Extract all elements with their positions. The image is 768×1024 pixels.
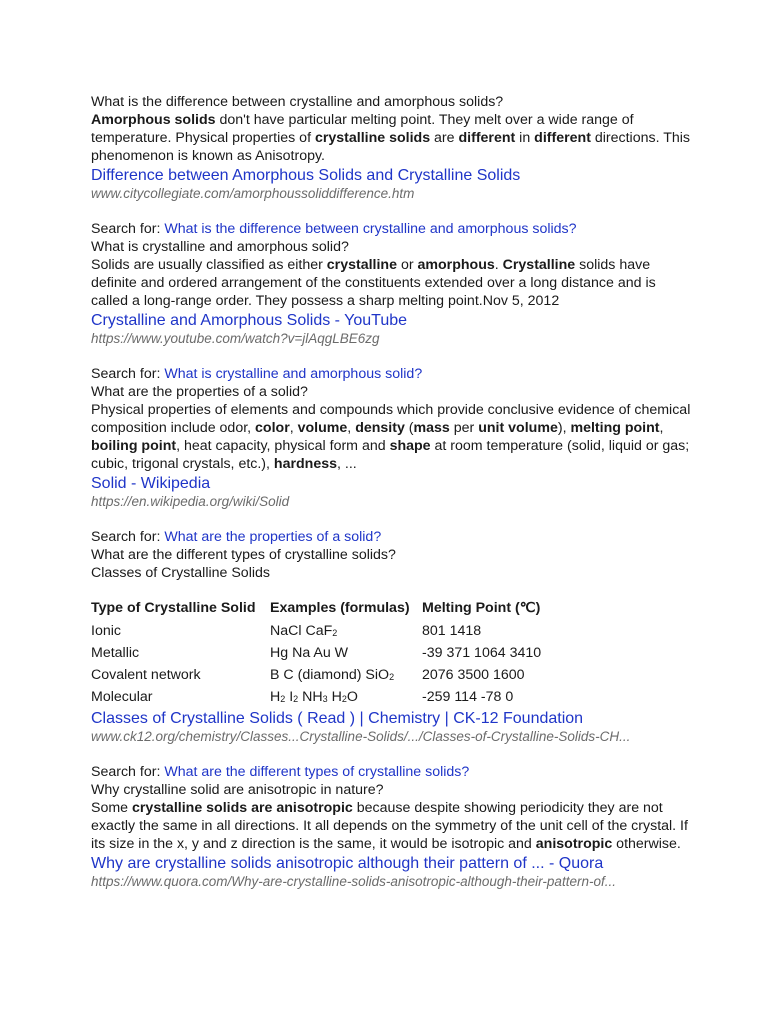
column-header: Type of Crystalline Solid (91, 600, 256, 616)
result-link[interactable]: Crystalline and Amorphous Solids - YouTube (91, 312, 408, 329)
search-for-line: Search for: What are the different types of crystalline solids? (91, 764, 470, 780)
question-text: What is crystalline and amorphous solid? (91, 239, 349, 255)
examples-cell: Hg Na Au W (270, 645, 349, 661)
result-link[interactable]: Difference between Amorphous Solids and Crystalline Solids (91, 167, 521, 184)
table-header-row (91, 596, 541, 620)
result-url: www.ck12.org/chemistry/Classes...Crystalline-Solids/.../Classes-of-Crystalline-Solids-CH... (91, 729, 631, 744)
table-title: Classes of Crystalline Solids (91, 565, 270, 581)
answer-text: Some crystalline solids are anisotropic because despite showing periodicity they are not exactly the same in all directions. It all depends on the symmetry of the unit cell of the crystal. If its size in the x, y and z direction is the same, it would be isotropic and anisotropic otherwise. (91, 800, 688, 852)
question-text: What are the different types of crystalline solids? (91, 547, 396, 563)
examples-cell: $H_2$ $I_2$ $NH_3$ $H_2O$ (270, 689, 358, 705)
result-link[interactable]: Classes of Crystalline Solids ( Read ) | Chemistry | CK-12 Foundation (91, 710, 584, 727)
question-text: Why crystalline solid are anisotropic in nature? (91, 782, 384, 798)
melting-point-cell: 2076 3500 1600 (422, 667, 525, 683)
table-row (91, 620, 541, 642)
table-row (91, 664, 541, 686)
column-header: Examples (formulas) (270, 600, 410, 616)
answer-text: Physical properties of elements and compounds which provide conclusive evidence of chemical composition include odor, color, volume, density (mass per unit volume), melting point, boiling point, heat capacity, physical form and shape at room temperature (solid, liquid or gas; cubic, trigonal crystals, etc.), hardness, ... (91, 402, 691, 472)
type-cell: Ionic (91, 623, 121, 639)
answer-text: Amorphous solids don't have particular melting point. They melt over a wide range of temperature. Physical properties of crystalline solids are different in different directions. This phenomenon is known as Anisotropy. (91, 112, 691, 164)
table-row (91, 686, 541, 708)
question-text: What is the difference between crystalline and amorphous solids? (91, 94, 504, 110)
search-for-line: Search for: What are the properties of a solid? (91, 529, 382, 545)
examples-cell: NaCl CaF$_2$ (270, 623, 338, 639)
search-query-link[interactable]: What are the properties of a solid? (164, 529, 382, 545)
result-url: https://www.quora.com/Why-are-crystalline-solids-anisotropic-although-their-pattern-of... (91, 874, 616, 889)
crystalline-solids-table (91, 596, 541, 708)
search-query-link[interactable]: What is crystalline and amorphous solid? (164, 366, 423, 382)
type-cell: Metallic (91, 645, 140, 661)
answer-text: Solids are usually classified as either crystalline or amorphous. Crystalline solids have definite and ordered arrangement of the constituents extended over a long distance and is called a long-range order. They possess a sharp melting point.Nov 5, 2012 (91, 257, 656, 309)
search-for-line: Search for: What is crystalline and amorphous solid? (91, 366, 423, 382)
result-url: https://www.youtube.com/watch?v=jlAqgLBE6zg (91, 331, 380, 346)
result-link[interactable]: Solid - Wikipedia (91, 475, 211, 492)
result-url: https://en.wikipedia.org/wiki/Solid (91, 494, 290, 509)
search-query-link[interactable]: What is the difference between crystalline and amorphous solids? (164, 221, 577, 237)
melting-point-cell: 801 1418 (422, 623, 482, 639)
examples-cell: B C (diamond) SiO$_2$ (270, 667, 395, 683)
question-text: What are the properties of a solid? (91, 384, 308, 400)
result-link[interactable]: Why are crystalline solids anisotropic although their pattern of ... - Quora (91, 855, 604, 872)
type-cell: Covalent network (91, 667, 201, 683)
type-cell: Molecular (91, 689, 153, 705)
search-for-line: Search for: What is the difference between crystalline and amorphous solids? (91, 221, 577, 237)
search-results (91, 93, 691, 890)
result-url: www.citycollegiate.com/amorphoussoliddifference.htm (91, 186, 415, 201)
melting-point-cell: -39 371 1064 3410 (422, 645, 542, 661)
column-header: Melting Point (℃) (422, 600, 541, 616)
search-query-link[interactable]: What are the different types of crystalline solids? (164, 764, 470, 780)
table-row (91, 642, 541, 664)
melting-point-cell: -259 114 -78 0 (422, 689, 514, 705)
